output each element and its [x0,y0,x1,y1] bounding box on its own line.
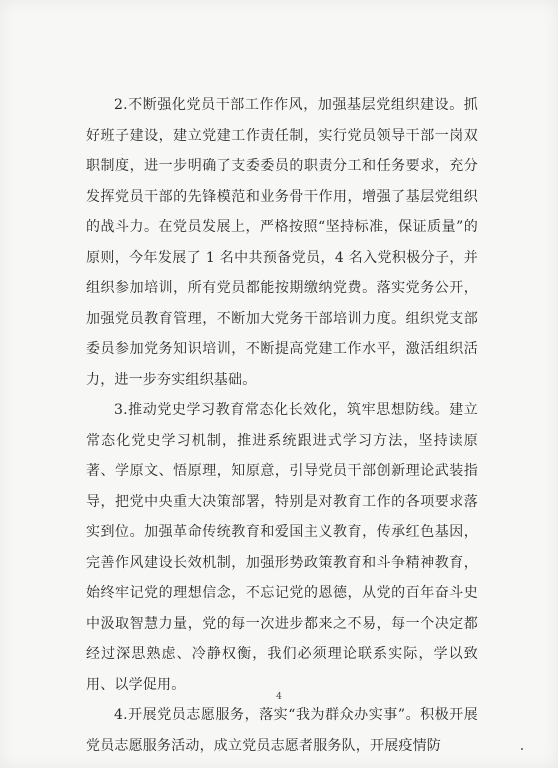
document-body [86,90,478,761]
page-number: 4 [276,692,282,702]
paragraph-volunteer-service: 4.开展党员志愿服务，落实“我为群众办实事”。积极开展党员志愿服务活动，成立党员志愿者服务队，开展疫情防 [86,707,478,754]
paragraph-party-history: 3.推动党史学习教育常态化长效化，筑牢思想防线。建立常态化党史学习机制，推进系统跟进式学习方法，坚持读原著、学原文、悟原理，知原意，引导党员干部创新理论武装指导，把党中央重大决策部署，特别是对教育工作的各项要求落实到位。加强革命传统教育和爱国主义教育，传承红色基因，完善作风建设长效机制，加强形势政策教育和斗争精神教育，始终牢记党的理想信念，不忘记党的恩德，从党的百年奋斗史中汲取智慧力量，党的每一次进步都来之不易，每一个决定都经过深思熟虑、冷静权衡，我们必须理论联系实际，学以致用、以学促用。 [86,402,478,693]
paragraph-work-style: 2.不断强化党员干部工作作风，加强基层党组织建设。抓好班子建设，建立党建工作责任制，实行党员领导干部一岗双职制度，进一步明确了支委委员的职责分工和任务要求，充分发挥党员干部的先锋模范和业务骨干作用，增强了基层党组织的战斗力。在党员发展上，严格按照“坚持标准，保证质量”的原则，今年发展了 1 名中共预备党员，4 名入党积极分子，并组织参加培训，所有党员都能按期缴纳党费。落实党务公开，加强党员教育管理，不断加大党务干部培训力度。组织党支部委员参加党务知识培训，不断提高党建工作水平，激活组织活力，进一步夯实组织基础。 [86,97,478,388]
scan-speck [521,748,523,750]
